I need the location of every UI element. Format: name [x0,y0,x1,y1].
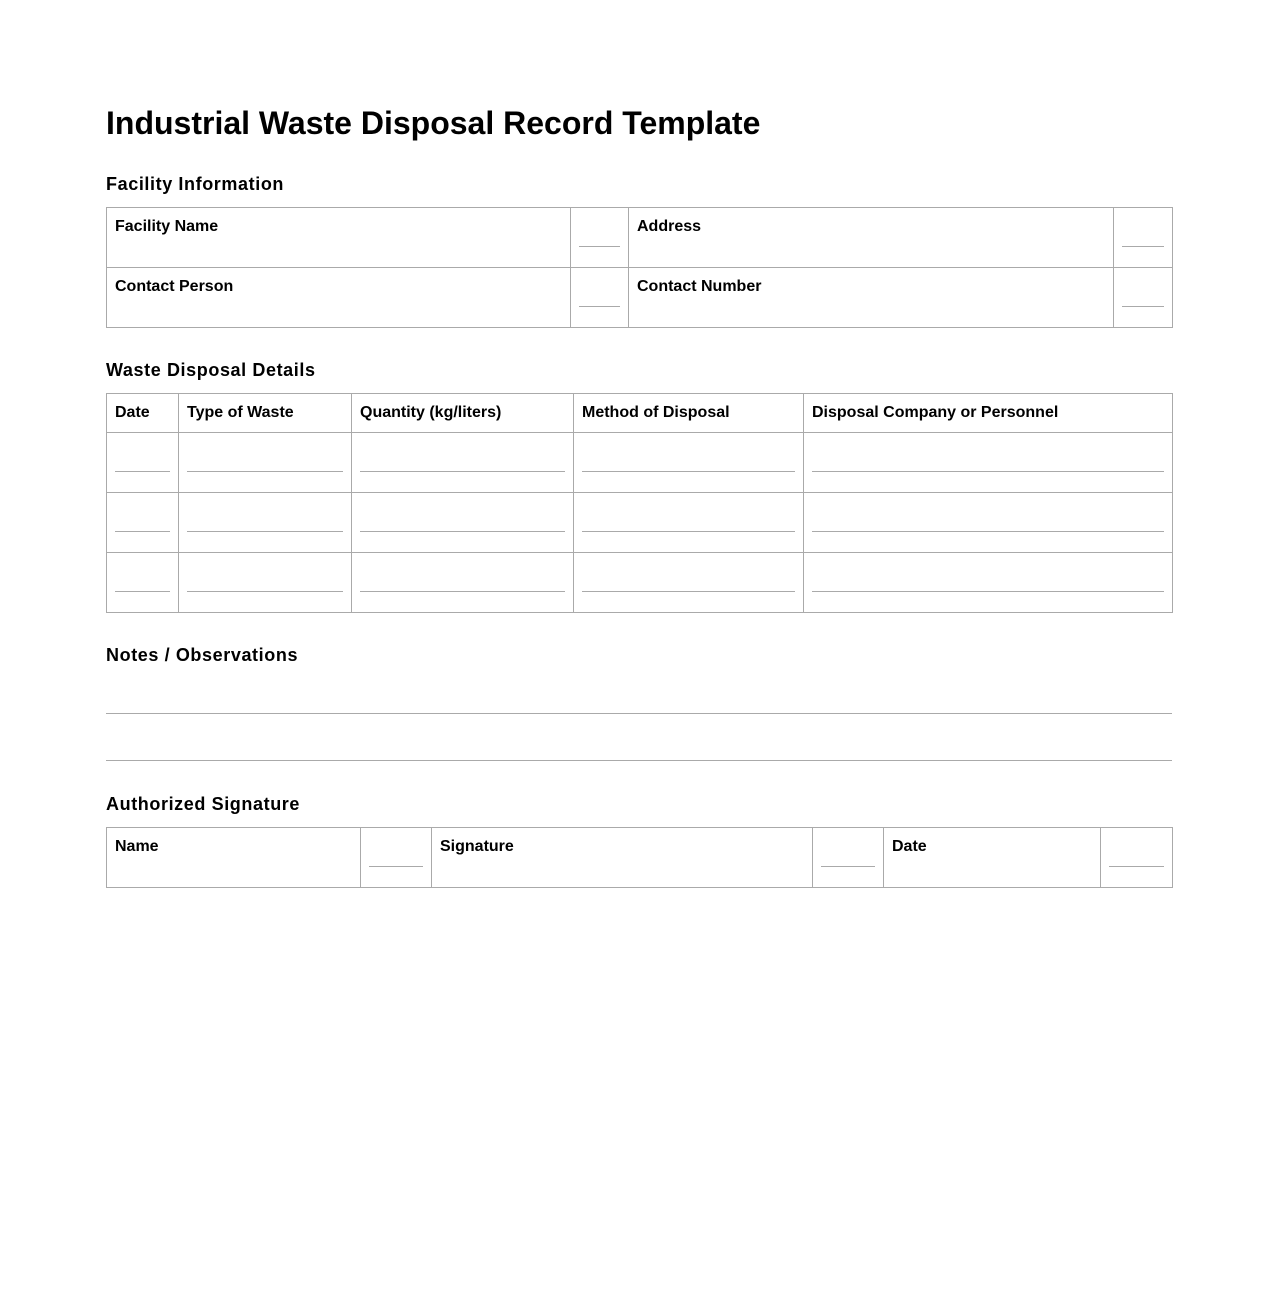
address-label: Address [637,218,702,235]
facility-name-input-line[interactable] [579,246,620,247]
column-header-type [179,394,352,433]
section-heading-facility: Facility Information [106,174,285,194]
facility-info-table [106,207,1173,328]
name-input-line[interactable] [369,866,423,867]
method-input-line[interactable] [582,531,795,532]
column-header-company-text: Disposal Company or Personnel [812,404,1059,421]
facility-name-field[interactable] [571,208,629,268]
method-cell[interactable] [574,553,804,613]
address-label-cell [629,208,1114,268]
section-heading-waste: Waste Disposal Details [106,360,316,380]
section-heading-notes: Notes / Observations [106,645,299,665]
column-header-quantity [352,394,574,433]
type-input-line[interactable] [187,471,343,472]
notes-line-2[interactable] [106,760,1172,761]
signature-label: Signature [440,838,514,855]
column-header-date-text: Date [115,404,150,421]
column-header-method [574,394,804,433]
method-input-line[interactable] [582,471,795,472]
column-header-date [107,394,179,433]
method-input-line[interactable] [582,591,795,592]
date-cell[interactable] [107,553,179,613]
signature-label-cell [432,828,813,888]
facility-name-label-cell [107,208,571,268]
date-input-line[interactable] [115,531,170,532]
signature-table [106,827,1173,888]
contact-person-label-cell [107,268,571,328]
facility-name-label: Facility Name [115,218,219,235]
type-cell[interactable] [179,433,352,493]
date-input-line[interactable] [115,591,170,592]
type-input-line[interactable] [187,531,343,532]
contact-number-input-line[interactable] [1122,306,1164,307]
signature-field[interactable] [813,828,884,888]
company-input-line[interactable] [812,591,1164,592]
notes-line-1[interactable] [106,713,1172,714]
name-label: Name [115,838,159,855]
table-row [107,493,1173,553]
waste-disposal-table [106,393,1173,613]
document-title: Industrial Waste Disposal Record Template [106,105,761,141]
date-input-line[interactable] [115,471,170,472]
waste-table-header-row [107,394,1173,433]
date-cell[interactable] [107,493,179,553]
date-field[interactable] [1101,828,1173,888]
column-header-company [804,394,1173,433]
type-input-line[interactable] [187,591,343,592]
address-field[interactable] [1114,208,1173,268]
type-cell[interactable] [179,493,352,553]
section-heading-signature: Authorized Signature [106,794,301,814]
address-input-line[interactable] [1122,246,1164,247]
quantity-input-line[interactable] [360,471,565,472]
date-label: Date [892,838,927,855]
contact-number-field[interactable] [1114,268,1173,328]
quantity-cell[interactable] [352,433,574,493]
name-field[interactable] [361,828,432,888]
date-input-line[interactable] [1109,866,1164,867]
name-label-cell [107,828,361,888]
method-cell[interactable] [574,433,804,493]
column-header-method-text: Method of Disposal [582,404,730,421]
contact-number-label: Contact Number [637,278,762,295]
quantity-input-line[interactable] [360,531,565,532]
table-row [107,433,1173,493]
method-cell[interactable] [574,493,804,553]
type-cell[interactable] [179,553,352,613]
quantity-input-line[interactable] [360,591,565,592]
company-cell[interactable] [804,433,1173,493]
company-cell[interactable] [804,493,1173,553]
contact-person-input-line[interactable] [579,306,620,307]
quantity-cell[interactable] [352,553,574,613]
company-cell[interactable] [804,553,1173,613]
contact-number-label-cell [629,268,1114,328]
date-cell[interactable] [107,433,179,493]
contact-person-field[interactable] [571,268,629,328]
company-input-line[interactable] [812,471,1164,472]
signature-input-line[interactable] [821,866,875,867]
date-label-cell [884,828,1101,888]
column-header-quantity-text: Quantity (kg/liters) [360,404,502,421]
contact-person-label: Contact Person [115,278,234,295]
company-input-line[interactable] [812,531,1164,532]
column-header-type-text: Type of Waste [187,404,294,421]
quantity-cell[interactable] [352,493,574,553]
table-row [107,553,1173,613]
